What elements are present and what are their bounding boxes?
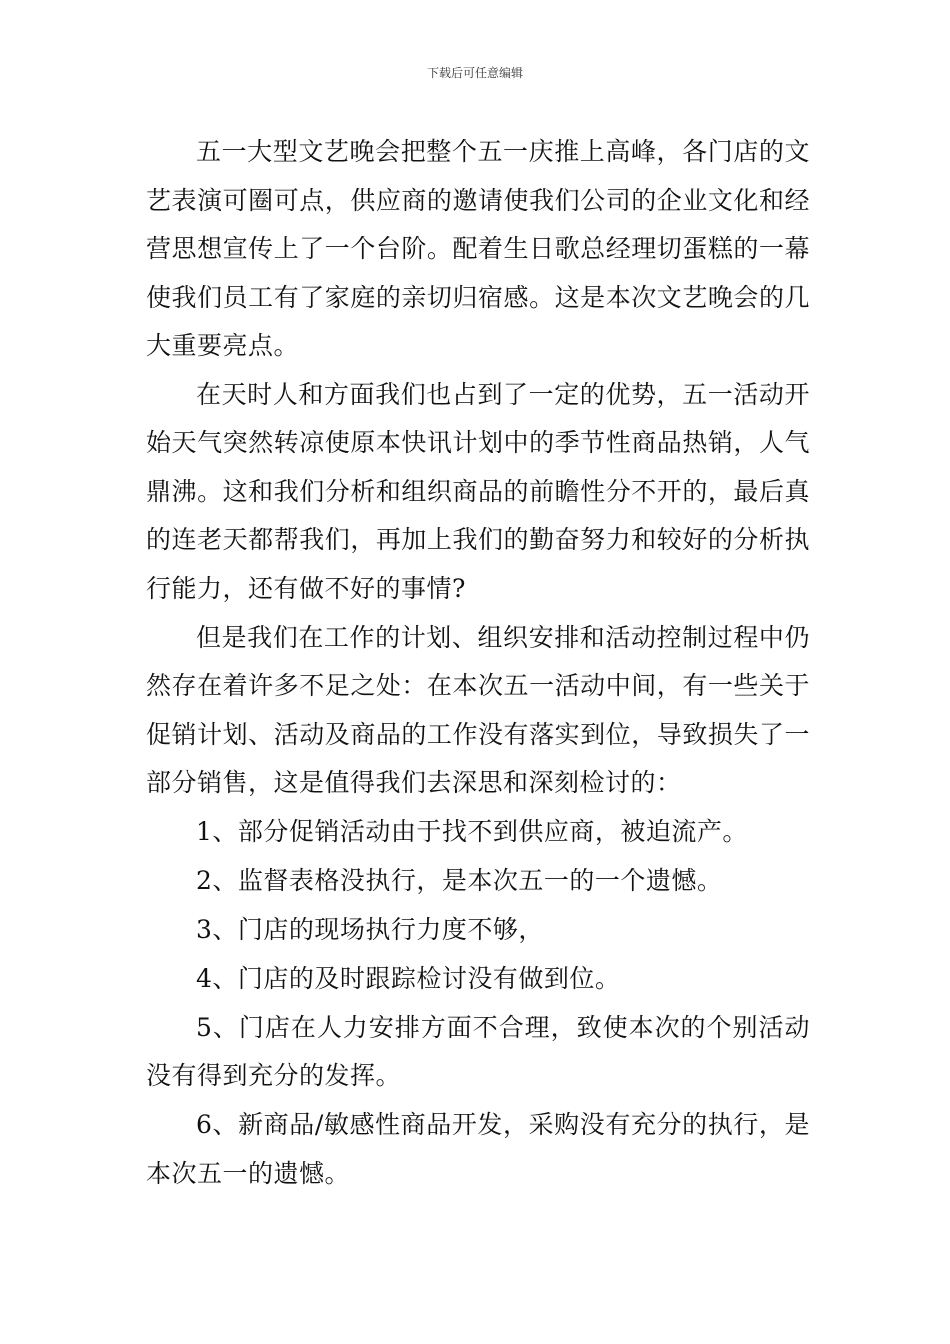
list-item-1: 1、部分促销活动由于找不到供应商，被迫流产。 (196, 817, 748, 847)
header-note: 下载后可任意编辑 (426, 66, 523, 80)
paragraph-timing-advantage: 在天时人和方面我们也占到了一定的优势，五一活动开始天气突然转凉使原本快讯计划中的季节性商品热销，人气鼎沸。这和我们分析和组织商品的前瞻性分不开的，最后真的连老天都帮我们，再加上我们的勤奋努力和较好的分析执行能力，还有做不好的事情? (146, 379, 810, 603)
list-item-5: 5、门店在人力安排方面不合理，致使本次的个别活动没有得到充分的发挥。 (146, 1012, 810, 1091)
list-item-2: 2、监督表格没执行，是本次五一的一个遗憾。 (196, 866, 723, 896)
list-item-4: 4、门店的及时跟踪检讨没有做到位。 (196, 963, 621, 993)
list-item-3: 3、门店的现场执行力度不够， (196, 914, 544, 944)
paragraph-shortcomings: 但是我们在工作的计划、组织安排和活动控制过程中仍然存在着许多不足之处：在本次五一活动中间，有一些关于促销计划、活动及商品的工作没有落实到位，导致损失了一部分销售，这是值得我们去深思和深刻检讨的： (146, 622, 810, 798)
paragraph-evening-gala: 五一大型文艺晚会把整个五一庆推上高峰，各门店的文艺表演可圈可点，供应商的邀请使我们公司的企业文化和经营思想宣传上了一个台阶。配着生日歌总经理切蛋糕的一幕使我们员工有了家庭的亲切归宿感。这是本次文艺晚会的几大重要亮点。 (146, 137, 810, 360)
document-body (146, 128, 810, 1198)
list-item-6: 6、新商品/敏感性商品开发，采购没有充分的执行，是本次五一的遗憾。 (146, 1110, 810, 1188)
